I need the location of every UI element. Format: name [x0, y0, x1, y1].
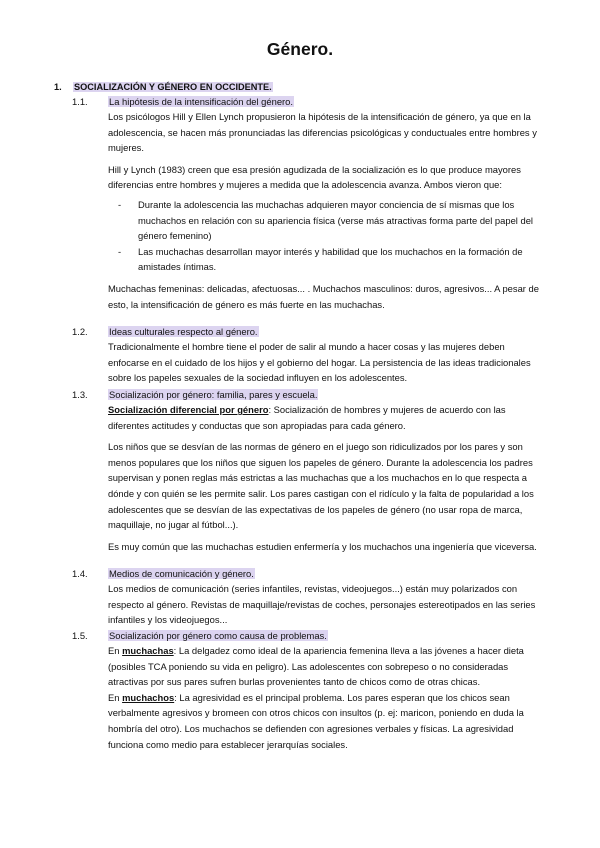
subsection-1-5	[72, 628, 550, 752]
subsection-heading	[72, 324, 550, 339]
dash-marker: -	[118, 245, 122, 257]
subsection-1-4	[72, 566, 550, 628]
paragraph	[108, 402, 540, 433]
list-item-text: Las muchachas desarrollan mayor interés y habilidad que los muchachos en la formación de amistades íntimas.	[138, 245, 523, 273]
subsection-1-1	[72, 94, 550, 312]
paragraph: Los psicólogos Hill y Ellen Lynch propusieron la hipótesis de la intensificación de género, ya que en la adolescencia, se hacen más pronunciadas las diferencias psicológicas y conductuales entre hombres y mujeres.	[108, 111, 537, 154]
subsection-label: Socialización por género como causa de problemas.	[109, 630, 327, 641]
subsection-label: Socialización por género: familia, pares y escuela.	[109, 389, 318, 400]
subsection-heading	[72, 387, 550, 402]
subsection-heading	[72, 566, 550, 581]
list-item-text: Durante la adolescencia las muchachas adquieren mayor conciencia de sí mismas que los muchachos en relación con su apariencia física (verse más atractivas forma parte del papel del género femenino)	[138, 198, 533, 242]
paragraph: Los medios de comunicación (series infantiles, revistas, videojuegos...) están muy polarizados con respecto al género. Revistas de maquillaje/revistas de coches, personajes estereotipados en las series infantiles y los videojuegos...	[108, 583, 536, 626]
subsection-body	[108, 109, 540, 312]
list-item	[108, 244, 540, 275]
dash-marker: -	[118, 198, 122, 210]
paragraph	[108, 690, 540, 752]
section-label: SOCIALIZACIÓN Y GÉNERO EN OCCIDENTE.	[74, 82, 272, 92]
subsection-number: 1.3.	[72, 389, 88, 400]
subsection-number: 1.5.	[72, 630, 88, 641]
subsection-body	[108, 402, 540, 554]
paragraph	[108, 643, 540, 690]
subsection-1-2	[72, 324, 550, 386]
paragraph-text: : Socialización de hombres y mujeres de acuerdo con las diferentes actitudes y conductas que son apropiadas para cada género.	[108, 404, 506, 431]
subsection-label: Medios de comunicación y género.	[109, 568, 254, 579]
key-term: Socialización diferencial por género	[108, 404, 269, 415]
key-term: muchachas	[122, 645, 174, 656]
subsection-body	[108, 643, 540, 752]
paragraph: Los niños que se desvían de las normas de género en el juego son ridiculizados por los pares y son menos populares que los niños que siguen los papeles de género. Durante la adolescencia los padres supervisan y ponen reglas más estrictas a las muchachas que a los muchachos en lo que respecta a dónde y con quién se les permite salir. Los pares castigan con el ridículo y la falta de popularidad a los adolescentes que se desvían de las expectativas de los papeles de género (no usar ropa de marca, maquillaje, no jugar al fútbol...).	[108, 441, 534, 531]
paragraph: Muchachas femeninas: delicadas, afectuosas... . Muchachos masculinos: duros, agresivos... A pesar de esto, la intensificación de género es más fuerte en las muchachas.	[108, 282, 539, 310]
key-term: muchachos	[122, 691, 175, 703]
subsection-label: La hipótesis de la intensificación del género.	[109, 96, 293, 107]
bullet-list	[108, 197, 540, 275]
paragraph: Es muy común que las muchachas estudien enfermería y los muchachos una ingeniería que viceversa.	[108, 540, 537, 552]
subsection-number: 1.1.	[72, 96, 88, 107]
paragraph-text: : La agresividad es el principal problema. Los pares esperan que los chicos sean verbalmente agresivos y bromeen con otros chicos con insultos (p. ej: maricon, poniendo en duda la hombría del otro). Los muchachos se defienden con agresiones verbales y físicas. La agresividad funciona como medio para establecer jerarquías sociales.	[108, 691, 524, 750]
subsection-body	[108, 339, 540, 386]
subsection-heading	[72, 94, 550, 109]
paragraph-text: : La delgadez como ideal de la apariencia femenina lleva a las jóvenes a hacer dieta (posibles TCA poniendo su vida en peligro). Las adolescentes con sobrepeso o no consideradas atractivas por sus pares sufren burlas provenientes tanto de chicos como de otras chicas.	[108, 645, 524, 688]
list-item	[108, 197, 540, 244]
subsection-body	[108, 581, 540, 628]
page-title: Género.	[266, 39, 334, 59]
paragraph-prefix: En	[108, 645, 123, 656]
subsection-number: 1.2.	[72, 326, 88, 337]
subsection-number: 1.4.	[72, 568, 88, 579]
subsection-1-3	[72, 387, 550, 554]
paragraph: Hill y Lynch (1983) creen que esa presión agudizada de la socialización es lo que produce mayores diferencias entre hombres y mujeres a medida que la adolescencia avanza. Ambos vieron que:	[108, 163, 521, 191]
section-number: 1.	[54, 82, 62, 92]
subsection-heading	[72, 628, 550, 643]
paragraph-prefix: En	[108, 691, 123, 703]
subsection-label: Ideas culturales respecto al género.	[109, 326, 258, 337]
paragraph: Tradicionalmente el hombre tiene el poder de salir al mundo a hacer cosas y las mujeres deben enfocarse en el cuidado de los hijos y el gobierno del hogar. La persistencia de las ideas tradicionales sobre los papeles sexuales de la sociedad influyen en los adolescentes.	[108, 341, 531, 384]
